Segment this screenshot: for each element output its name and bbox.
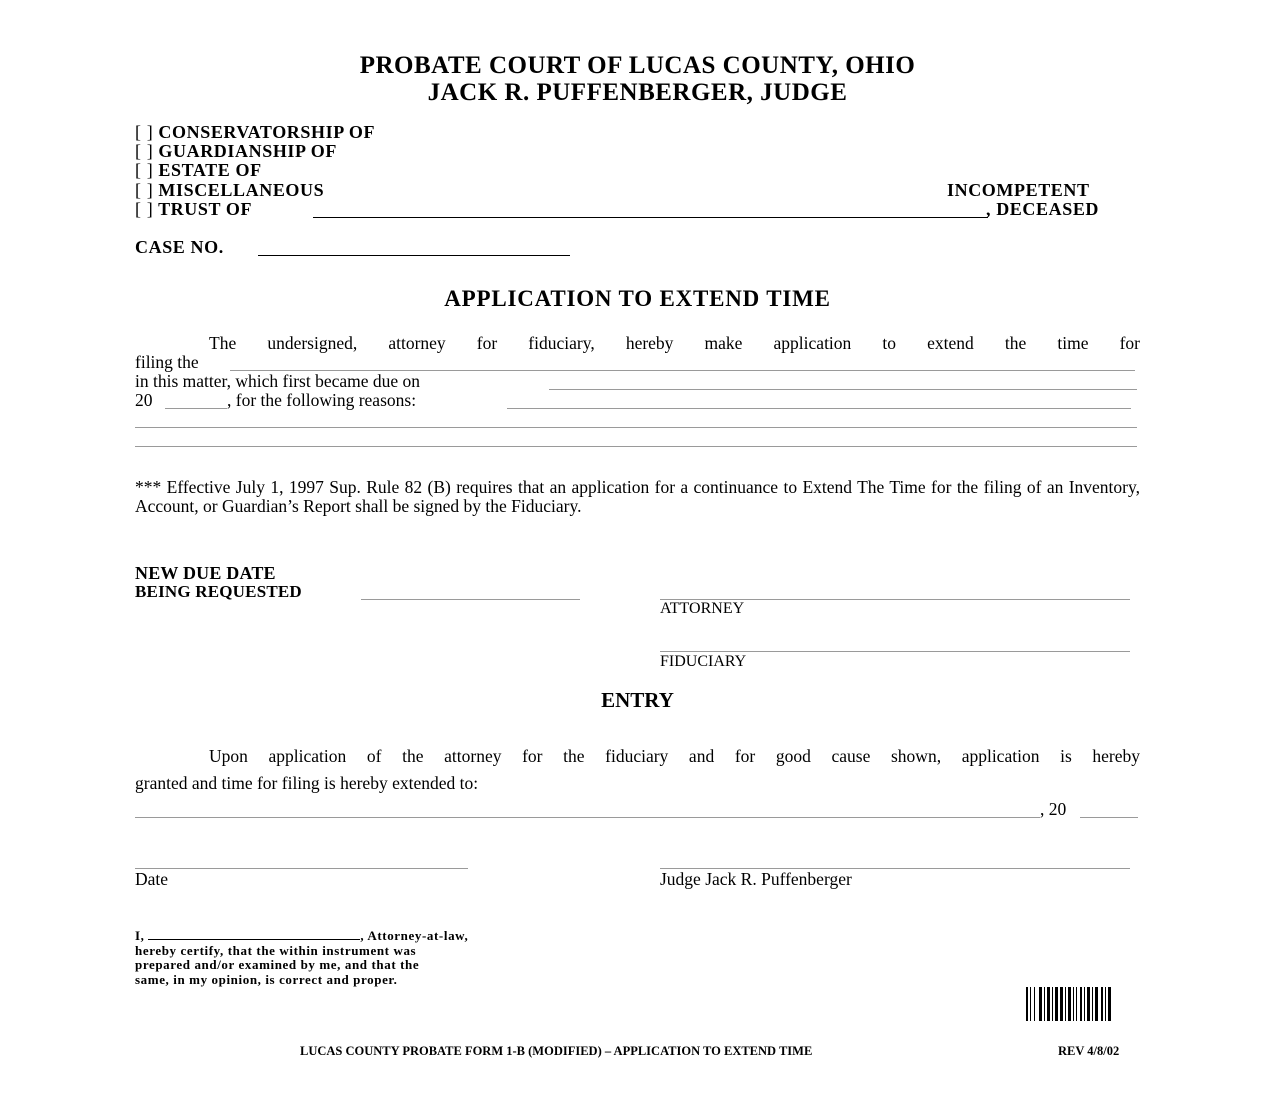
certification-suffix: , Attorney-at-law,	[360, 928, 469, 943]
checkbox-guardianship[interactable]	[135, 141, 337, 162]
certification-line-1	[135, 929, 468, 944]
party-name-field[interactable]	[313, 217, 988, 218]
rule-82-notice: *** Effective July 1, 1997 Sup. Rule 82 (B) requires that an application for a continuance to Extend The Time for the filing of an Inventory, Account, or Guardian’s Report shall be signed by the Fiduciary.	[135, 477, 1140, 516]
case-no-label: CASE NO.	[135, 237, 224, 257]
due-year-field[interactable]	[165, 408, 227, 409]
deceased-label: , DECEASED	[986, 199, 1100, 219]
application-intro: The undersigned, attorney for fiduciary, hereby make application to extend the time for	[209, 333, 1140, 353]
being-requested-label: BEING REQUESTED	[135, 582, 302, 601]
checkbox-bracket[interactable]: [ ]	[135, 141, 154, 161]
checkbox-label: GUARDIANSHIP OF	[158, 141, 337, 161]
certification-line-4: same, in my opinion, is correct and proper.	[135, 972, 398, 987]
checkbox-bracket[interactable]: [ ]	[135, 180, 154, 200]
checkbox-bracket[interactable]: [ ]	[135, 122, 154, 142]
reasons-field-line-1[interactable]	[507, 408, 1131, 409]
extended-date-field[interactable]	[135, 817, 1040, 818]
barcode-bar	[1111, 987, 1113, 1021]
judge-name: JACK R. PUFFENBERGER, JUDGE	[427, 79, 848, 106]
certifying-attorney-name-field[interactable]	[148, 929, 360, 940]
checkbox-bracket[interactable]: [ ]	[135, 160, 154, 180]
new-due-date-field[interactable]	[361, 599, 580, 600]
reasons-field-line-2[interactable]	[135, 427, 1137, 428]
due-on-label: in this matter, which first became due on	[135, 371, 421, 391]
court-name: PROBATE COURT OF LUCAS COUNTY, OHIO	[359, 52, 916, 79]
case-no-field[interactable]	[258, 255, 570, 256]
checkbox-label: CONSERVATORSHIP OF	[158, 122, 376, 142]
entry-text-line-2: granted and time for filing is hereby extended to:	[135, 773, 479, 793]
certification-line-2: hereby certify, that the within instrument was	[135, 943, 417, 958]
attorney-label: ATTORNEY	[660, 600, 745, 617]
entry-title: ENTRY	[601, 688, 674, 712]
new-due-date-label: NEW DUE DATE	[135, 563, 276, 583]
entry-text-line-1: Upon application of the attorney for the fiduciary and for good cause shown, application is hereby	[209, 746, 1140, 766]
fiduciary-signature-field[interactable]	[660, 651, 1130, 652]
checkbox-miscellaneous[interactable]	[135, 180, 324, 201]
checkbox-label: MISCELLANEOUS	[158, 180, 325, 200]
fiduciary-label: FIDUCIARY	[660, 653, 747, 670]
reasons-label: , for the following reasons:	[227, 390, 417, 410]
checkbox-label: ESTATE OF	[158, 160, 262, 180]
due-on-date-field[interactable]	[549, 389, 1137, 390]
reasons-field-line-3[interactable]	[135, 446, 1137, 447]
form-revision: REV 4/8/02	[1058, 1044, 1120, 1058]
form-barcode	[1026, 987, 1113, 1021]
certification-prefix: I,	[135, 928, 145, 943]
judge-signature-label: Judge Jack R. Puffenberger	[660, 869, 852, 889]
entry-date-field[interactable]	[135, 868, 468, 869]
incompetent-label: INCOMPETENT	[947, 180, 1090, 200]
checkbox-estate[interactable]	[135, 160, 262, 181]
form-title: APPLICATION TO EXTEND TIME	[444, 286, 831, 311]
year-prefix: 20	[135, 390, 153, 410]
extended-year-field[interactable]	[1080, 817, 1138, 818]
checkbox-trust[interactable]	[135, 199, 252, 220]
checkbox-conservatorship[interactable]	[135, 122, 375, 143]
extended-year-prefix: , 20	[1040, 799, 1067, 819]
form-footer-name: LUCAS COUNTY PROBATE FORM 1-B (MODIFIED) – APPLICATION TO EXTEND TIME	[300, 1044, 813, 1058]
filing-the-label: filing the	[135, 352, 199, 372]
checkbox-label: TRUST OF	[158, 199, 253, 219]
certification-line-3: prepared and/or examined by me, and that the	[135, 957, 420, 972]
date-label: Date	[135, 869, 169, 889]
checkbox-bracket[interactable]: [ ]	[135, 199, 154, 219]
